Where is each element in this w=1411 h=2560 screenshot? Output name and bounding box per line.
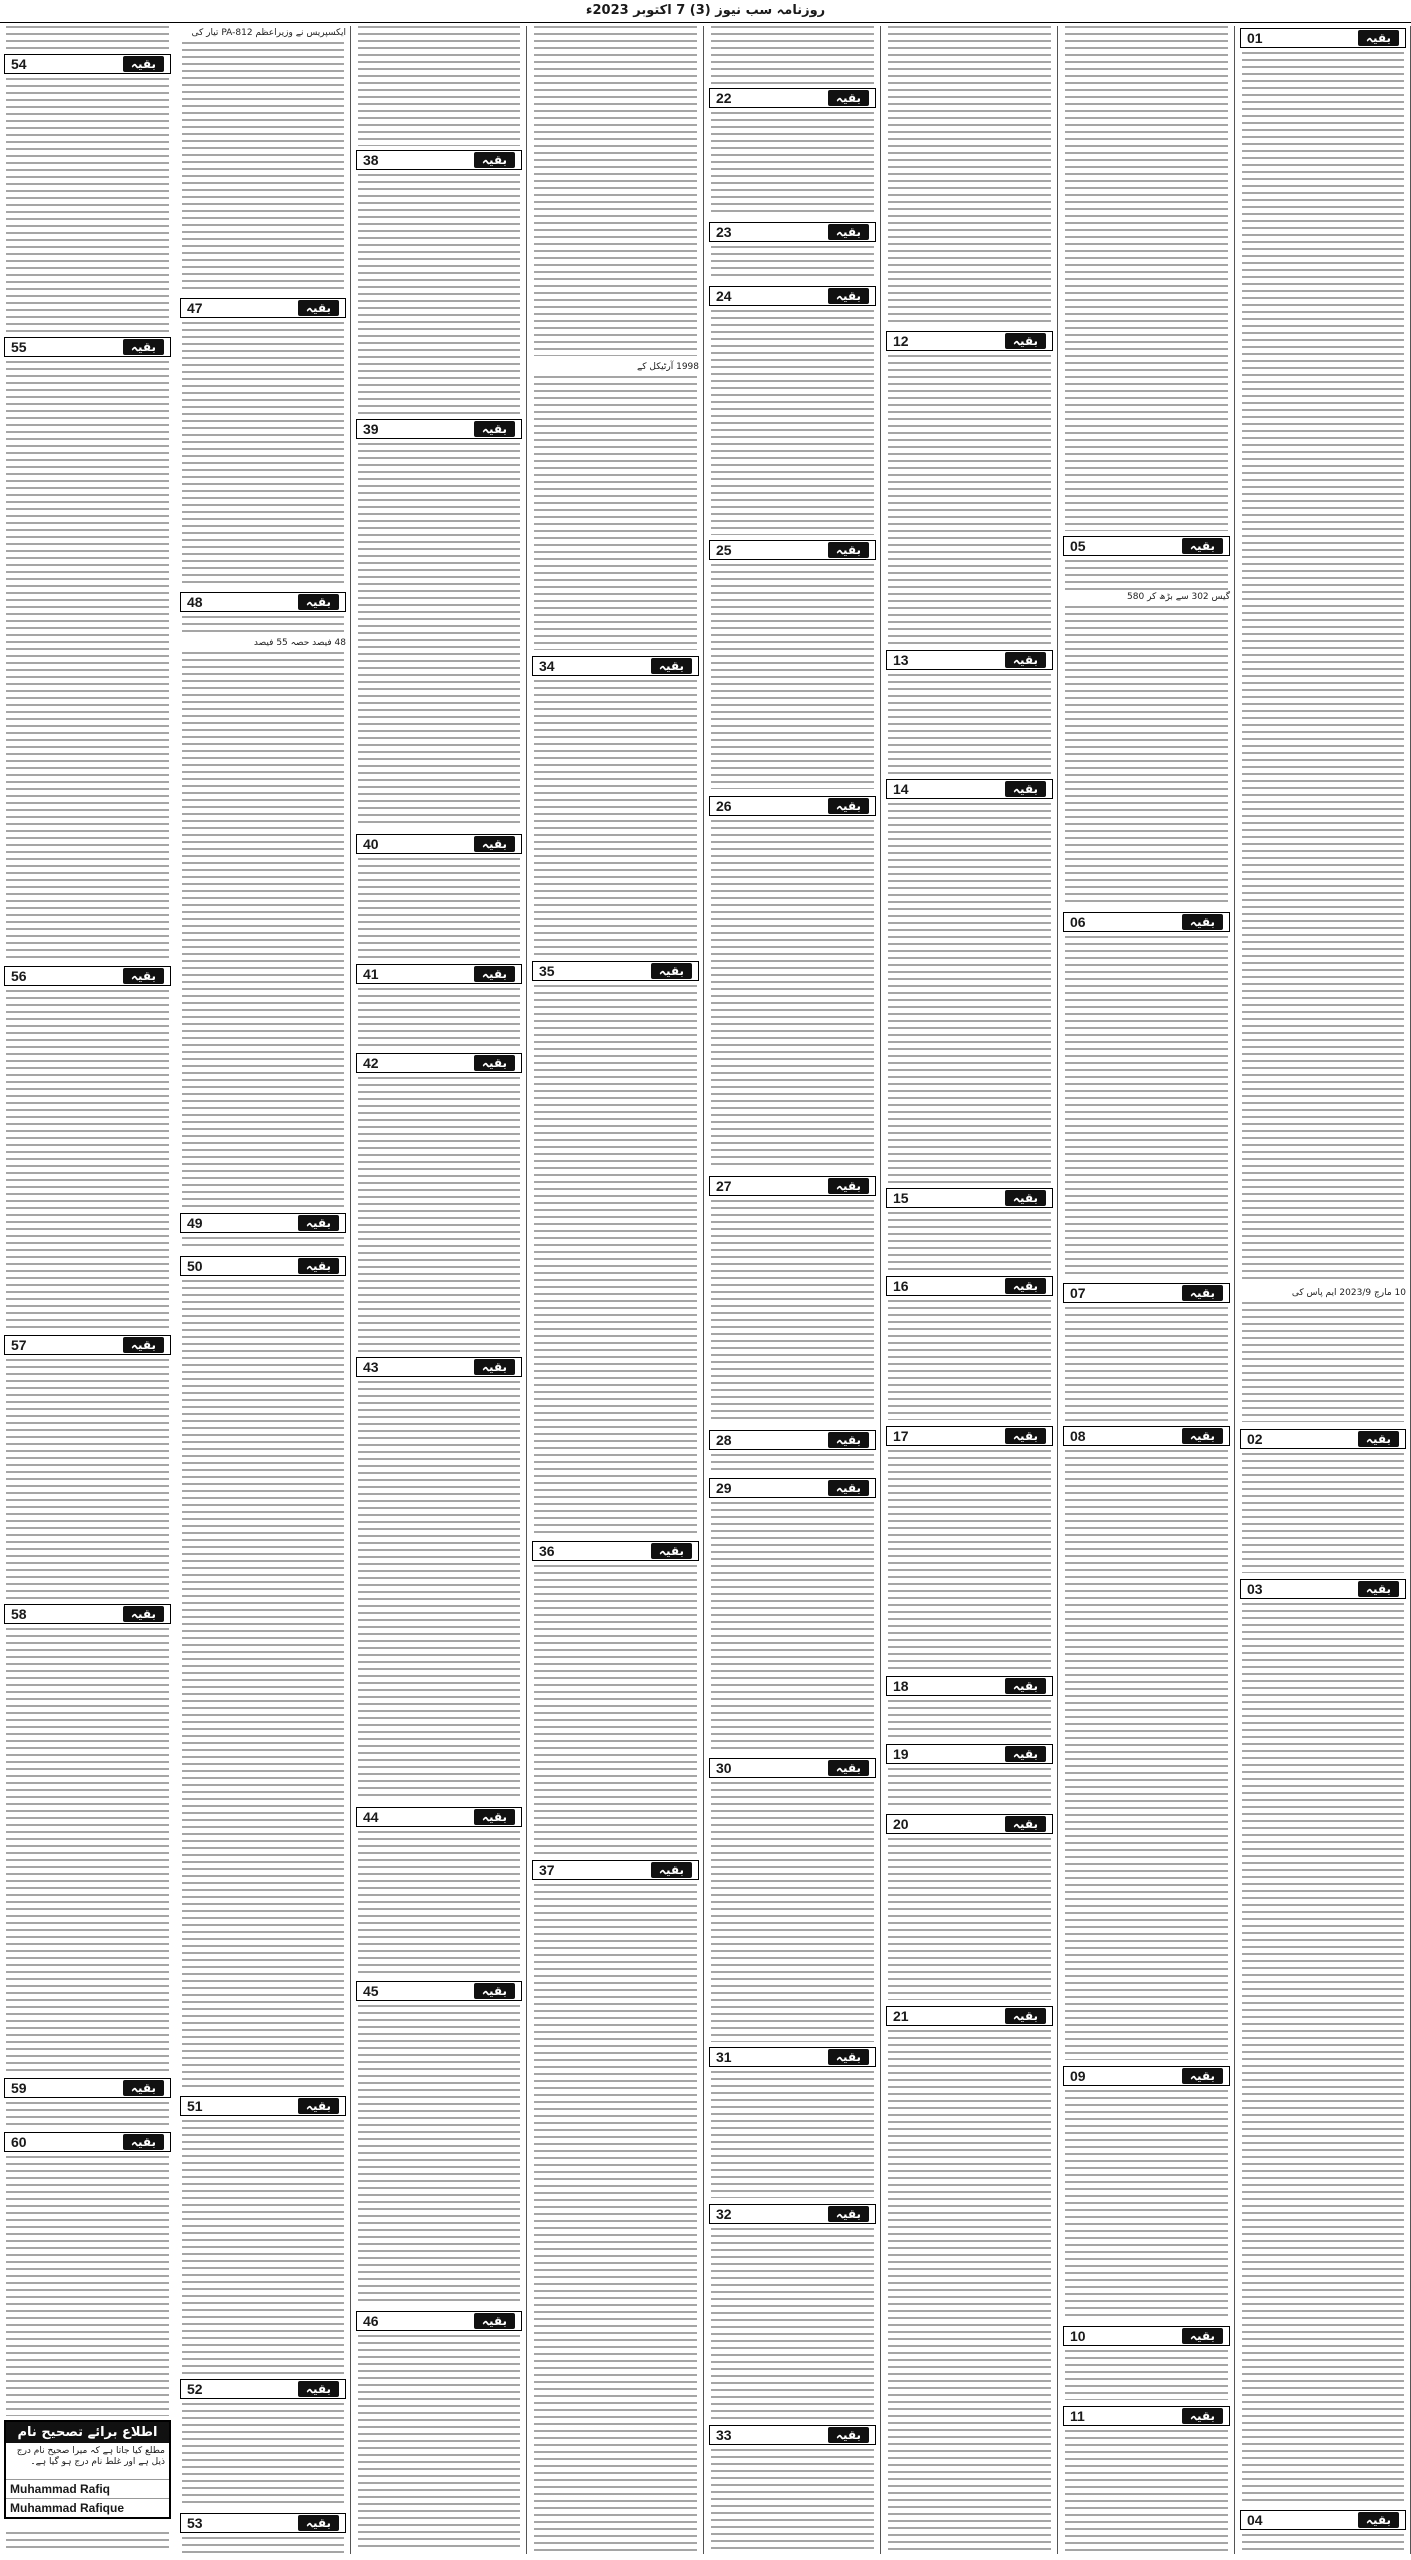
continuation-box: 58 بقیہ xyxy=(4,1604,171,1624)
continuation-box: 16 بقیہ xyxy=(886,1276,1053,1296)
notice-name-2: Muhammad Rafique xyxy=(6,2498,169,2517)
continuation-box: 06 بقیہ xyxy=(1063,912,1230,932)
continuation-box: 24 بقیہ xyxy=(709,286,876,306)
continuation-box: 29 بقیہ xyxy=(709,1478,876,1498)
notice-title: اطلاع برائے تصحیح نام xyxy=(6,2422,169,2443)
column-2 xyxy=(176,26,351,2554)
notice-name-1: Muhammad Rafiq xyxy=(6,2479,169,2498)
continuation-box: 48 بقیہ xyxy=(180,592,346,612)
continuation-box: 53 بقیہ xyxy=(180,2513,346,2533)
continuation-box: 47 بقیہ xyxy=(180,298,346,318)
continuation-box: 02 بقیہ xyxy=(1240,1429,1406,1449)
inline-text: گیس 302 سے بڑھ کر 580 xyxy=(1063,592,1230,603)
continuation-box: 22 بقیہ xyxy=(709,88,876,108)
continuation-box: 38 بقیہ xyxy=(356,150,522,170)
continuation-box: 50 بقیہ xyxy=(180,1256,346,1276)
continuation-box: 37 بقیہ xyxy=(532,1860,699,1880)
header-title: روزنامہ سب نیوز (3) 7 اکتوبر 2023ء xyxy=(585,3,826,18)
continuation-box: 27 بقیہ xyxy=(709,1176,876,1196)
column-3 xyxy=(352,26,527,2554)
inline-text: 48 فیصد حصہ 55 فیصد xyxy=(180,638,346,649)
continuation-box: 21 بقیہ xyxy=(886,2006,1053,2026)
continuation-box: 35 بقیہ xyxy=(532,961,699,981)
continuation-box: 32 بقیہ xyxy=(709,2204,876,2224)
column-4 xyxy=(528,26,704,2554)
continuation-box: 01 بقیہ xyxy=(1240,28,1406,48)
continuation-box: 31 بقیہ xyxy=(709,2047,876,2067)
continuation-box: 04 بقیہ xyxy=(1240,2510,1406,2530)
continuation-box: 49 بقیہ xyxy=(180,1213,346,1233)
continuation-box: 55 بقیہ xyxy=(4,337,171,357)
continuation-box: 46 بقیہ xyxy=(356,2311,522,2331)
continuation-box: 54 بقیہ xyxy=(4,54,171,74)
continuation-box: 08 بقیہ xyxy=(1063,1426,1230,1446)
continuation-box: 30 بقیہ xyxy=(709,1758,876,1778)
continuation-box: 52 بقیہ xyxy=(180,2379,346,2399)
column-7 xyxy=(1059,26,1235,2554)
continuation-box: 45 بقیہ xyxy=(356,1981,522,2001)
notice-body: مطلع کیا جاتا ہے کہ میرا صحیح نام درج ذیل ہے اور غلط نام درج ہو گیا ہے۔ xyxy=(16,2446,165,2467)
continuation-box: 17 بقیہ xyxy=(886,1426,1053,1446)
continuation-box: 19 بقیہ xyxy=(886,1744,1053,1764)
column-5 xyxy=(705,26,881,2554)
name-correction-notice xyxy=(4,2420,171,2519)
continuation-box: 15 بقیہ xyxy=(886,1188,1053,1208)
column-8 xyxy=(1236,26,1411,2554)
continuation-box: 43 بقیہ xyxy=(356,1357,522,1377)
continuation-box: 07 بقیہ xyxy=(1063,1283,1230,1303)
continuation-box: 23 بقیہ xyxy=(709,222,876,242)
continuation-box: 25 بقیہ xyxy=(709,540,876,560)
continuation-box: 34 بقیہ xyxy=(532,656,699,676)
continuation-box: 56 بقیہ xyxy=(4,966,171,986)
continuation-box: 13 بقیہ xyxy=(886,650,1053,670)
continuation-box: 36 بقیہ xyxy=(532,1541,699,1561)
continuation-box: 59 بقیہ xyxy=(4,2078,171,2098)
column-6 xyxy=(882,26,1058,2554)
continuation-box: 12 بقیہ xyxy=(886,331,1053,351)
continuation-box: 03 بقیہ xyxy=(1240,1579,1406,1599)
continuation-box: 60 بقیہ xyxy=(4,2132,171,2152)
newspaper-header xyxy=(0,0,1411,23)
inline-text: 1998 آرٹیکل کے xyxy=(532,362,699,373)
inline-text: 10 مارچ 2023/9 ایم پاس کی xyxy=(1240,1288,1406,1299)
continuation-box: 51 بقیہ xyxy=(180,2096,346,2116)
continuation-box: 44 بقیہ xyxy=(356,1807,522,1827)
column-1 xyxy=(0,26,175,2554)
continuation-box: 41 بقیہ xyxy=(356,964,522,984)
continuation-box: 42 بقیہ xyxy=(356,1053,522,1073)
continuation-box: 14 بقیہ xyxy=(886,779,1053,799)
continuation-box: 57 بقیہ xyxy=(4,1335,171,1355)
continuation-box: 09 بقیہ xyxy=(1063,2066,1230,2086)
continuation-box: 05 بقیہ xyxy=(1063,536,1230,556)
continuation-box: 28 بقیہ xyxy=(709,1430,876,1450)
continuation-box: 26 بقیہ xyxy=(709,796,876,816)
continuation-box: 39 بقیہ xyxy=(356,419,522,439)
continuation-box: 40 بقیہ xyxy=(356,834,522,854)
continuation-box: 11 بقیہ xyxy=(1063,2406,1230,2426)
inline-text: ایکسپریس نے وزیراعظم PA-812 تیار کی xyxy=(180,28,346,39)
continuation-box: 18 بقیہ xyxy=(886,1676,1053,1696)
continuation-box: 20 بقیہ xyxy=(886,1814,1053,1834)
continuation-box: 10 بقیہ xyxy=(1063,2326,1230,2346)
continuation-box: 33 بقیہ xyxy=(709,2425,876,2445)
